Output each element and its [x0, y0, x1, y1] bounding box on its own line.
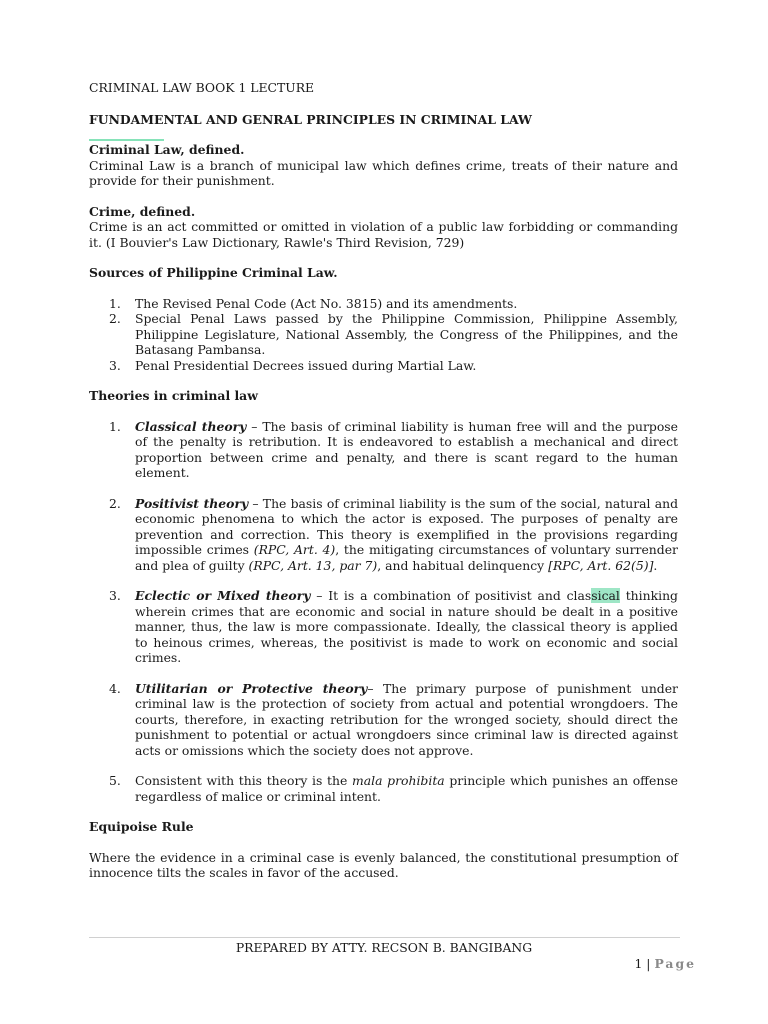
section-text: Where the evidence in a criminal case is evenly balanced, the constitutional presumption of innocence tilts the scales in favor of the accused.: [89, 849, 678, 880]
section-heading: Theories in criminal law: [89, 388, 258, 403]
section-criminal-law: [89, 139, 678, 189]
footer-page-number: 1 | Page: [634, 956, 696, 971]
section-heading: Crime, defined.: [89, 203, 196, 219]
document-body: [89, 80, 678, 881]
theories-list: [89, 419, 678, 805]
highlighted-text: sical: [591, 588, 620, 603]
document-header: CRIMINAL LAW BOOK 1 LECTURE: [89, 80, 315, 95]
list-item: 1. The Revised Penal Code (Act No. 3815) and its amendments.: [109, 295, 518, 311]
list-item: 1. Classical theory – The basis of criminal liability is human free will and the purpose of the penalty is retribution. It is endeavored to establish a mechanical and direct proportion between crime and penalty, and there is scant regard to the human element.: [109, 418, 678, 480]
footer-divider: [89, 937, 680, 938]
sources-list: [89, 296, 678, 374]
section-heading: Equipoise Rule: [89, 819, 194, 834]
list-item: 2. Special Penal Laws passed by the Philippine Commission, Philippine Assembly, Philippine Legislature, National Assembly, the Congress of the Philippines, and the Batasang Pambansa.: [109, 311, 678, 357]
section-heading: Sources of Philippine Criminal Law.: [89, 265, 338, 280]
green-underline-mark: [89, 139, 164, 141]
section-heading: Criminal Law, defined.: [89, 142, 245, 157]
document-title: FUNDAMENTAL AND GENRAL PRINCIPLES IN CRIMINAL LAW: [89, 111, 532, 127]
section-equipoise: [89, 819, 678, 881]
section-theories: [89, 388, 678, 804]
footer-prepared-by: PREPARED BY ATTY. RECSON B. BANGIBANG: [235, 940, 533, 955]
section-text: Criminal Law is a branch of municipal law which defines crime, treats of their nature and provide for their punishment.: [89, 157, 678, 188]
section-sources: [89, 265, 678, 373]
list-item: 2. Positivist theory – The basis of criminal liability is the sum of the social, natural and economic phenomena to which the actor is exposed. The purposes of penalty are prevention and correction. This theory is exemplified in the provisions regarding impossible crimes (RPC, Art. 4), the mitigating circumstances of voluntary surrender and plea of guilty (RPC, Art. 13, par 7), and habitual delinquency [RPC, Art. 62(5)].: [109, 495, 678, 573]
list-item: 5. Consistent with this theory is the mala prohibita principle which punishes an offense regardless of malice or criminal intent.: [109, 773, 678, 804]
section-text: Crime is an act committed or omitted in violation of a public law forbidding or commanding it. (I Bouvier's Law Dictionary, Rawle's Third Revision, 729): [89, 219, 678, 250]
list-item: 3. Eclectic or Mixed theory – It is a combination of positivist and classical thinking wherein crimes that are economic and social in nature should be dealt in a positive manner, thus, the law is more compassionate. Ideally, the classical theory is applied to heinous crimes, whereas, the positivist is made to work on economic and social crimes.: [109, 588, 678, 665]
list-item: 4. Utilitarian or Protective theory– The primary purpose of punishment under criminal law is the protection of society from actual and potential wrongdoers. The courts, therefore, in exacting retribution for the wronged society, should direct the punishment to potential or actual wrongdoers since criminal law is directed against acts or omissions which the society does not approve.: [109, 680, 678, 758]
list-item: 3. Penal Presidential Decrees issued during Martial Law.: [109, 357, 477, 373]
section-crime: [89, 204, 678, 251]
